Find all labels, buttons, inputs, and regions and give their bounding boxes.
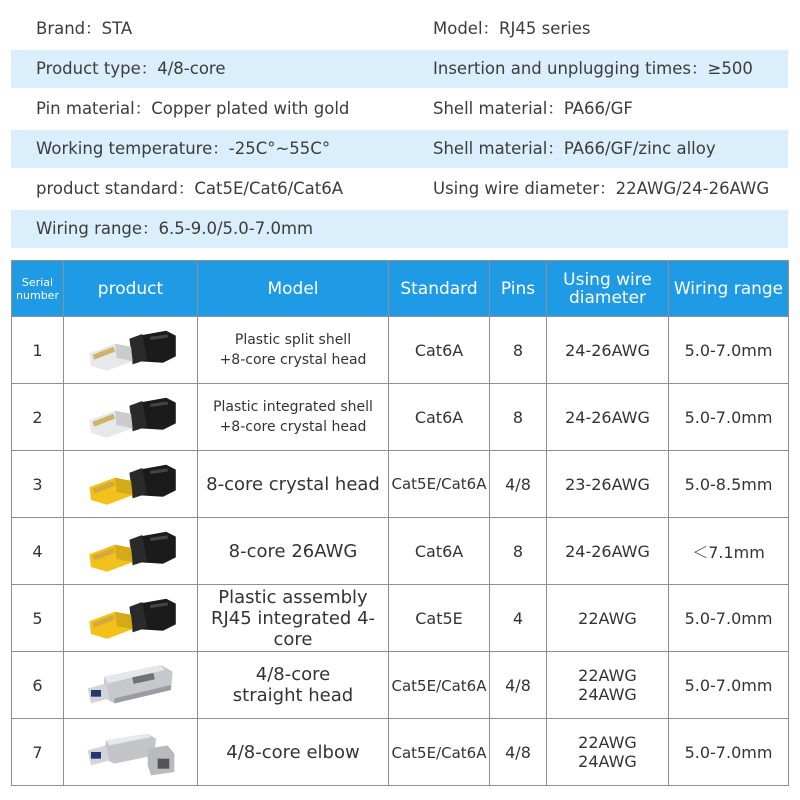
spec-row-product-type bbox=[11, 50, 788, 88]
cell-product-image bbox=[64, 652, 198, 719]
col-header-wiring-range: Wiring range bbox=[669, 261, 789, 317]
cell-serial: 1 bbox=[12, 317, 64, 384]
table-row bbox=[12, 518, 789, 585]
spec-row-standard bbox=[11, 170, 788, 208]
black-connector-clear-head-icon bbox=[83, 392, 179, 442]
cell-wire-diameter: 24-26AWG bbox=[547, 317, 669, 384]
cell-product-image bbox=[64, 518, 198, 585]
cell-standard: Cat5E/Cat6A bbox=[389, 451, 490, 518]
cell-pins: 8 bbox=[490, 317, 547, 384]
cell-model: Plastic split shell +8-core crystal head bbox=[198, 317, 389, 384]
cell-wire-diameter: 22AWG bbox=[547, 585, 669, 652]
cell-standard: Cat6A bbox=[389, 518, 490, 585]
product-table bbox=[11, 260, 789, 786]
spec-shell-material-2: Shell material：PA66/GF/zinc alloy bbox=[433, 139, 716, 158]
col-header-pins: Pins bbox=[490, 261, 547, 317]
spec-row-wiring-range bbox=[11, 210, 788, 248]
cell-wiring-range: 5.0-7.0mm bbox=[669, 652, 789, 719]
table-row bbox=[12, 384, 789, 451]
spec-wiring-range: Wiring range：6.5-9.0/5.0-7.0mm bbox=[36, 219, 314, 238]
metal-connector-elbow-icon bbox=[81, 726, 181, 778]
cell-wiring-range: ＜7.1mm bbox=[669, 518, 789, 585]
metal-connector-straight-icon bbox=[81, 659, 181, 711]
cell-pins: 4/8 bbox=[490, 652, 547, 719]
cell-product-image bbox=[64, 317, 198, 384]
cell-product-image bbox=[64, 451, 198, 518]
cell-product-image bbox=[64, 384, 198, 451]
col-header-serial: Serial number bbox=[12, 261, 64, 317]
black-connector-yellow-head-icon bbox=[83, 459, 179, 509]
spec-brand: Brand：STA bbox=[36, 19, 133, 38]
cell-wire-diameter: 24-26AWG bbox=[547, 384, 669, 451]
table-header-row bbox=[12, 261, 789, 317]
spec-wire-diameter: Using wire diameter：22AWG/24-26AWG bbox=[433, 179, 770, 198]
spec-shell-material: Shell material：PA66/GF bbox=[433, 99, 633, 118]
cell-wire-diameter: 22AWG 24AWG bbox=[547, 719, 669, 786]
spec-product-standard: product standard：Cat5E/Cat6/Cat6A bbox=[36, 179, 344, 198]
col-header-wire-diameter: Using wire diameter bbox=[547, 261, 669, 317]
col-header-standard: Standard bbox=[389, 261, 490, 317]
cell-wire-diameter: 23-26AWG bbox=[547, 451, 669, 518]
cell-serial: 4 bbox=[12, 518, 64, 585]
cell-model: 8-core 26AWG bbox=[198, 518, 389, 585]
cell-standard: Cat6A bbox=[389, 384, 490, 451]
cell-model: 8-core crystal head bbox=[198, 451, 389, 518]
cell-pins: 8 bbox=[490, 518, 547, 585]
black-connector-yellow-head-icon bbox=[83, 526, 179, 576]
cell-pins: 4/8 bbox=[490, 451, 547, 518]
cell-wire-diameter: 22AWG 24AWG bbox=[547, 652, 669, 719]
cell-standard: Cat5E/Cat6A bbox=[389, 652, 490, 719]
black-connector-clear-head-icon bbox=[83, 325, 179, 375]
cell-wire-diameter: 24-26AWG bbox=[547, 518, 669, 585]
spec-model: Model：RJ45 series bbox=[433, 19, 591, 38]
cell-serial: 6 bbox=[12, 652, 64, 719]
spec-row-working-temp bbox=[11, 130, 788, 168]
cell-pins: 4 bbox=[490, 585, 547, 652]
spec-working-temperature: Working temperature：-25C°~55C° bbox=[36, 139, 331, 158]
cell-wiring-range: 5.0-7.0mm bbox=[669, 719, 789, 786]
cell-serial: 7 bbox=[12, 719, 64, 786]
cell-wiring-range: 5.0-7.0mm bbox=[669, 317, 789, 384]
table-row bbox=[12, 719, 789, 786]
table-row bbox=[12, 451, 789, 518]
table-row bbox=[12, 585, 789, 652]
cell-standard: Cat5E bbox=[389, 585, 490, 652]
cell-model: Plastic integrated shell +8-core crystal head bbox=[198, 384, 389, 451]
cell-product-image bbox=[64, 585, 198, 652]
cell-standard: Cat6A bbox=[389, 317, 490, 384]
spec-row-brand bbox=[11, 10, 788, 48]
cell-serial: 5 bbox=[12, 585, 64, 652]
cell-wiring-range: 5.0-7.0mm bbox=[669, 384, 789, 451]
cell-pins: 8 bbox=[490, 384, 547, 451]
cell-wiring-range: 5.0-7.0mm bbox=[669, 585, 789, 652]
cell-serial: 2 bbox=[12, 384, 64, 451]
cell-model: Plastic assembly RJ45 integrated 4-core bbox=[198, 585, 389, 652]
cell-product-image bbox=[64, 719, 198, 786]
spec-pin-material: Pin material：Copper plated with gold bbox=[36, 99, 350, 118]
col-header-model: Model bbox=[198, 261, 389, 317]
spec-insertion-times: Insertion and unplugging times：≥500 bbox=[433, 59, 753, 78]
cell-pins: 4/8 bbox=[490, 719, 547, 786]
spec-row-pin-material bbox=[11, 90, 788, 128]
black-connector-yellow-head-icon bbox=[83, 593, 179, 643]
cell-wiring-range: 5.0-8.5mm bbox=[669, 451, 789, 518]
cell-model: 4/8-core elbow bbox=[198, 719, 389, 786]
col-header-product: product bbox=[64, 261, 198, 317]
cell-model: 4/8-core straight head bbox=[198, 652, 389, 719]
table-row bbox=[12, 317, 789, 384]
table-row bbox=[12, 652, 789, 719]
cell-serial: 3 bbox=[12, 451, 64, 518]
cell-standard: Cat5E/Cat6A bbox=[389, 719, 490, 786]
spec-product-type: Product type：4/8-core bbox=[36, 59, 226, 78]
